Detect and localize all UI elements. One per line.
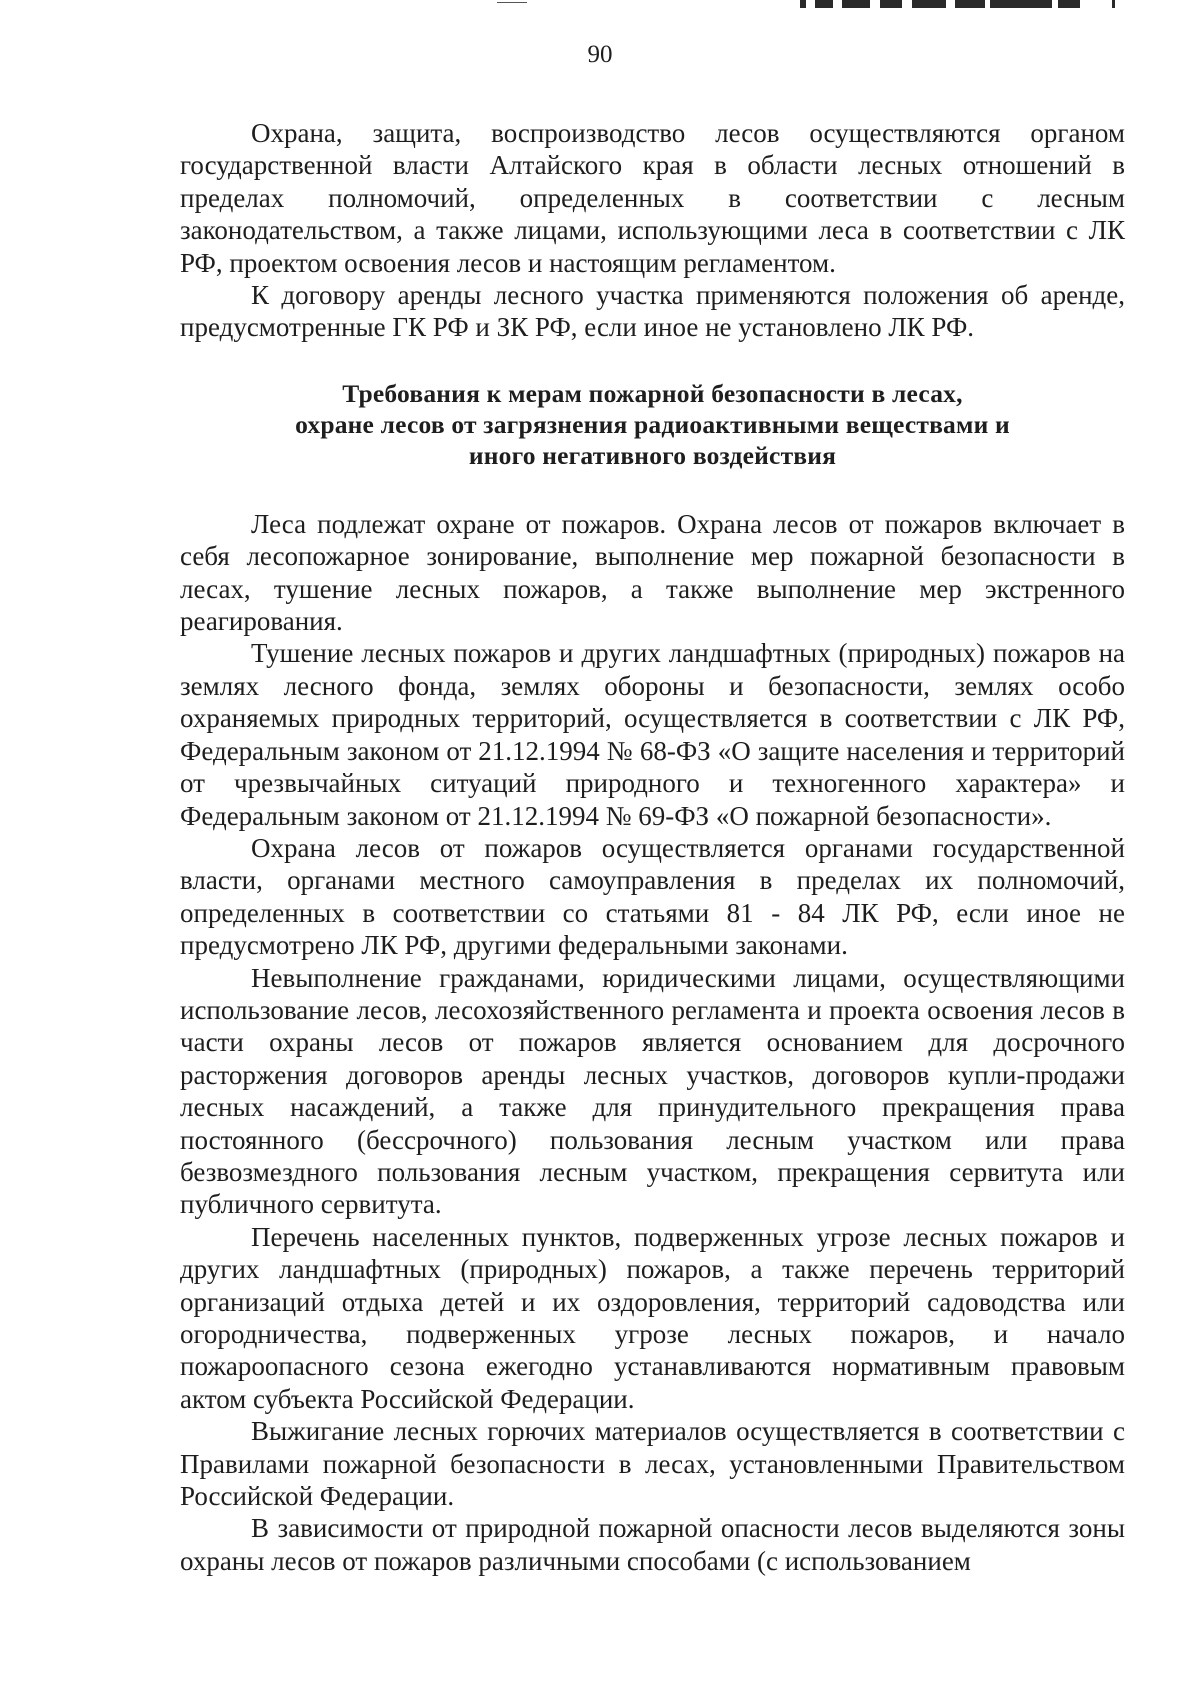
body-paragraph: Охрана лесов от пожаров осуществляется органами государственной власти, органами местного самоуправления в пределах их полномочий, определенных в соответствии со статьями 81 - 84 ЛК РФ, если иное не предусмотрено ЛК РФ, другими федеральными законами. bbox=[180, 832, 1125, 961]
document-body bbox=[180, 117, 1125, 1577]
scan-artifact-mark bbox=[880, 0, 902, 8]
scan-artifact-mark bbox=[800, 0, 806, 8]
section-heading bbox=[180, 378, 1125, 471]
body-paragraph: Выжигание лесных горючих материалов осуществляется в соответствии с Правилами пожарной безопасности в лесах, установленными Правительством Российской Федерации. bbox=[180, 1416, 1125, 1512]
scan-artifact-mark bbox=[842, 0, 870, 8]
body-paragraph: В зависимости от природной пожарной опасности лесов выделяются зоны охраны лесов от пожаров различными способами (с использованием bbox=[180, 1513, 1125, 1576]
body-paragraph: Невыполнение гражданами, юридическими лицами, осуществляющими использование лесов, лесохозяйственного регламента и проекта освоения лесов в части охраны лесов от пожаров является основанием для досрочного расторжения договоров аренды лесных участков, договоров купли-продажи лесных насаждений, а также для принудительного прекращения права постоянного (бессрочного) пользования лесным участком или права безвозмездного пользования лесным участком, прекращения сервитута или публичного сервитута. bbox=[180, 962, 1125, 1220]
section-heading-line: иного негативного воздействия bbox=[468, 440, 837, 470]
section-heading-line: Требования к мерам пожарной безопасности в лесах, bbox=[342, 378, 963, 408]
body-paragraph: Тушение лесных пожаров и других ландшафтных (природных) пожаров на землях лесного фонда, землях обороны и безопасности, землях особо охраняемых природных территорий, осуществляется в соответствии с ЛК РФ, Федеральным законом от 21.12.1994 № 68-ФЗ «О защите населения и территорий от чрезвычайных ситуаций природного и техногенного характера» и Федеральным законом от 21.12.1994 № 69-ФЗ «О пожарной безопасности». bbox=[180, 638, 1125, 831]
section-heading-line: охране лесов от загрязнения радиоактивными веществами и bbox=[295, 409, 1010, 439]
scan-artifact-mark bbox=[1112, 0, 1115, 8]
scan-artifact-mark bbox=[912, 0, 946, 8]
page-number: 90 bbox=[587, 41, 613, 68]
intro-paragraph: Охрана, защита, воспроизводство лесов осуществляются органом государственной власти Алтайского края в области лесных отношений в пределах полномочий, определенных в соответствии с лесным законодательством, а также лицами, использующими леса в соответствии с ЛК РФ, проектом освоения лесов и настоящим регламентом. bbox=[180, 118, 1125, 278]
intro-paragraph: К договору аренды лесного участка применяются положения об аренде, предусмотренные ГК РФ и ЗК РФ, если иное не установлено ЛК РФ. bbox=[180, 280, 1125, 343]
scan-artifact-line bbox=[497, 2, 527, 3]
body-paragraph: Перечень населенных пунктов, подверженных угрозе лесных пожаров и других ландшафтных (природных) пожаров, а также перечень территорий организаций отдыха детей и их оздоровления, территорий садоводства или огородничества, подверженных угрозе лесных пожаров, и начало пожароопасного сезона ежегодно устанавливаются нормативным правовым актом субъекта Российской Федерации. bbox=[180, 1221, 1125, 1414]
scan-artifact-mark bbox=[955, 0, 985, 8]
scan-artifact-mark bbox=[815, 0, 833, 8]
scan-artifact-mark bbox=[1058, 0, 1080, 8]
scan-artifact-mark bbox=[990, 0, 1052, 8]
body-paragraph: Леса подлежат охране от пожаров. Охрана лесов от пожаров включает в себя лесопожарное зонирование, выполнение мер пожарной безопасности в лесах, тушение лесных пожаров, а также выполнение мер экстренного реагирования. bbox=[180, 508, 1125, 637]
